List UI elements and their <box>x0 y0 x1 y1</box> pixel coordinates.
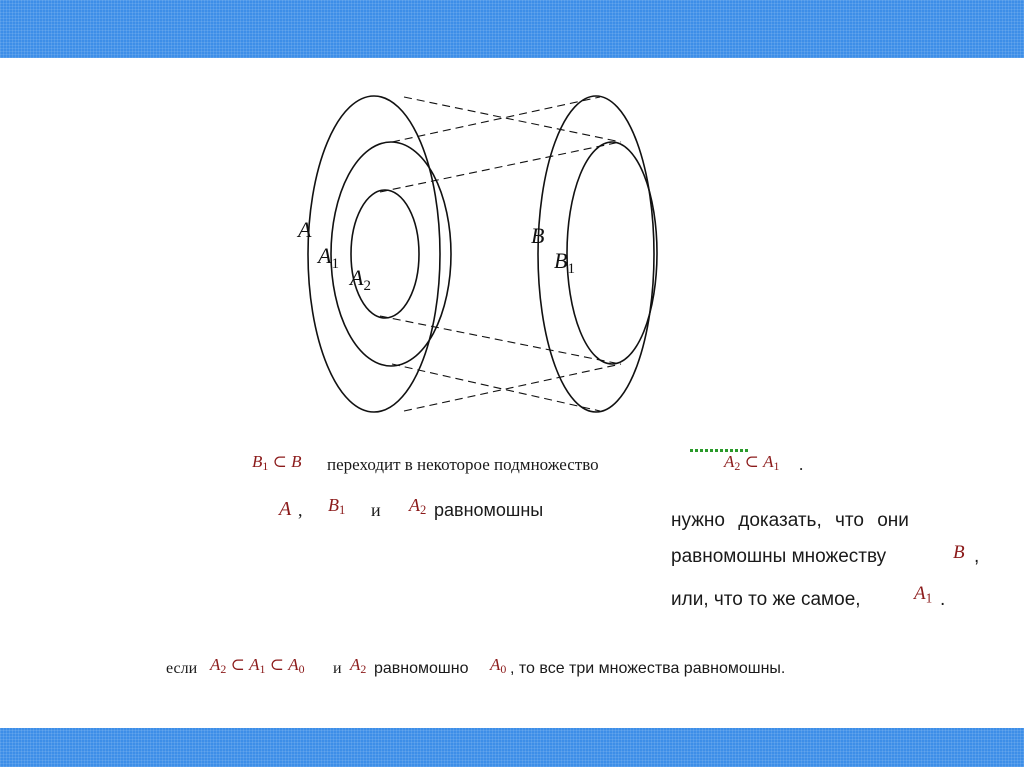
formula-B1-subset-B: $B_1$ ⊂ B <box>252 452 302 473</box>
symbol-B1: $B_1$ <box>328 495 346 518</box>
line2-and: и <box>371 500 381 520</box>
mapping-dashed-lines <box>380 97 621 411</box>
symbol-A1: $A_1$ <box>914 583 933 606</box>
set-B1-oval <box>567 142 657 364</box>
bottom-banner <box>0 728 1024 767</box>
line1-period: . <box>799 455 804 474</box>
symbol-B: B <box>953 542 965 563</box>
label-A2: $A_2$ <box>350 265 371 294</box>
bottom-symbol-A2: $A_2$ <box>350 655 367 676</box>
symbol-A2: $A_2$ <box>409 495 427 518</box>
bottom-symbol-A0: $A_0$ <box>490 655 507 676</box>
box-line2: равномошны множеству <box>671 546 887 567</box>
formula-chain: $A_2$ ⊂ $A_1$ ⊂ $A_0$ <box>210 655 305 676</box>
set-A1-oval <box>331 142 451 366</box>
box-line1: нужно доказать, что они <box>671 510 909 531</box>
bottom-and: и <box>333 660 342 677</box>
line1-text: переходит в некоторое подмножество <box>327 455 599 474</box>
symbol-A: A <box>279 498 292 520</box>
set-A2-oval <box>351 190 419 318</box>
box-line2-comma: , <box>974 546 980 567</box>
bottom-rest: , то все три множества равномошны. <box>510 660 786 677</box>
bottom-equiv: равномошно <box>374 660 469 677</box>
label-A1: $A_1$ <box>318 243 339 272</box>
box-line3-period: . <box>940 589 946 610</box>
line2-text: равномошны <box>434 500 544 520</box>
line2-comma: , <box>298 500 303 520</box>
label-B1: $B_1$ <box>554 248 575 277</box>
bottom-if: если <box>166 660 198 677</box>
box-line3: или, что то же самое, <box>671 589 861 610</box>
formula-A2-subset-A1: $A_2$ ⊂ $A_1$ <box>724 452 780 473</box>
label-A: A <box>298 217 312 242</box>
label-B: B <box>531 223 545 248</box>
